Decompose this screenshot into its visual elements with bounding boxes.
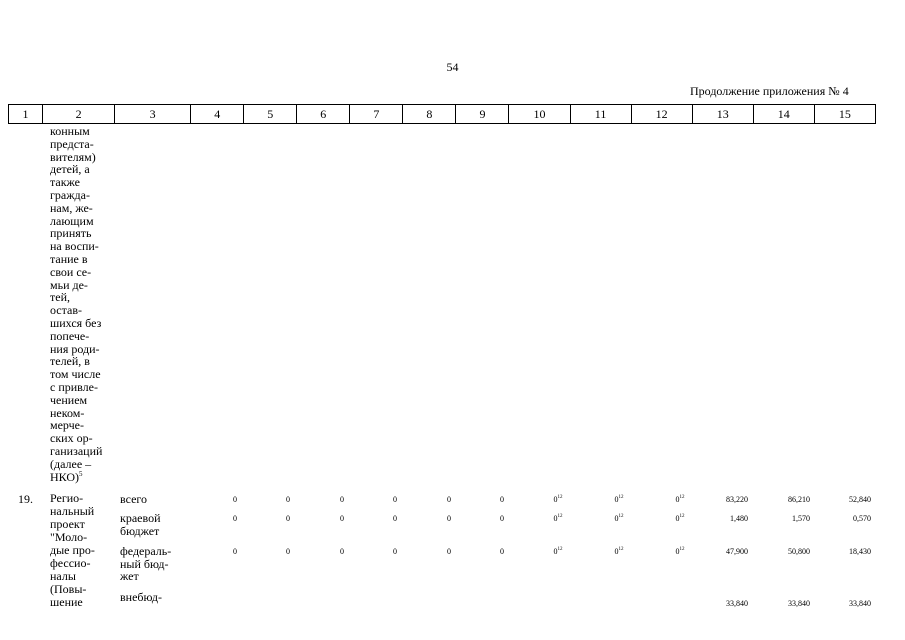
description-line: предста- — [50, 136, 94, 151]
row-name-line: налы — [50, 569, 76, 583]
header-col-7: 7 — [350, 105, 403, 124]
value-text: 0 — [675, 495, 680, 504]
value-cell: 0 — [500, 547, 504, 556]
value-cell: 0 — [393, 495, 397, 504]
description-line: остав- — [50, 303, 83, 318]
value-text: 0 — [553, 495, 558, 504]
footnote-marker: 12 — [679, 547, 685, 552]
value-cell: 0 — [340, 514, 344, 523]
funding-source-label — [120, 493, 147, 506]
description-line: попече- — [50, 328, 90, 343]
header-col-13: 13 — [692, 105, 753, 124]
value-text: 0 — [614, 547, 619, 556]
description-line: тание в — [50, 251, 88, 266]
amount-cell: 1,480 — [730, 514, 748, 523]
value-cell: 0 — [500, 514, 504, 523]
value-cell-footnoted — [615, 547, 624, 557]
footnote-marker: 12 — [618, 514, 624, 519]
header-col-11: 11 — [570, 105, 631, 124]
description-line: нам, же- — [50, 200, 93, 215]
header-col-14: 14 — [753, 105, 814, 124]
funding-source-line: жет — [120, 569, 139, 583]
header-col-9: 9 — [456, 105, 509, 124]
header-col-12: 12 — [631, 105, 692, 124]
value-cell-footnoted — [676, 495, 685, 505]
value-text: 0 — [553, 514, 558, 523]
description-line: неком- — [50, 405, 85, 420]
description-line: ния роди- — [50, 341, 100, 356]
description-line: тей, — [50, 290, 70, 305]
amount-cell: 52,840 — [849, 495, 871, 504]
footnote-marker: 12 — [679, 514, 685, 519]
value-cell: 0 — [393, 547, 397, 556]
row-name-line: дые про- — [50, 543, 95, 557]
header-col-8: 8 — [403, 105, 456, 124]
value-text: 0 — [614, 495, 619, 504]
description-line: свои се- — [50, 264, 92, 279]
amount-cell: 33,840 — [849, 599, 871, 608]
description-line: чением — [50, 392, 88, 407]
row-name-line: фессио- — [50, 556, 91, 570]
value-cell: 0 — [447, 547, 451, 556]
header-col-1: 1 — [9, 105, 43, 124]
amount-cell: 47,900 — [726, 547, 748, 556]
row-name-line: шение — [50, 595, 83, 609]
description-line: принять — [50, 226, 92, 241]
description-line: (далее – — [50, 456, 92, 471]
amount-cell: 33,840 — [726, 599, 748, 608]
amount-cell: 33,840 — [788, 599, 810, 608]
value-cell-footnoted — [554, 514, 563, 524]
value-cell-footnoted — [615, 495, 624, 505]
row-name-line: "Моло- — [50, 530, 88, 544]
description-line: конным — [50, 124, 90, 138]
row-name-line: нальный — [50, 504, 95, 518]
description-last-line: НКО) — [50, 469, 80, 484]
funding-source-label — [120, 591, 162, 604]
value-cell: 0 — [286, 547, 290, 556]
value-cell: 0 — [393, 514, 397, 523]
funding-source-line: всего — [120, 492, 148, 506]
value-text: 0 — [675, 514, 680, 523]
description-line: телей, в — [50, 354, 90, 369]
amount-cell: 50,800 — [788, 547, 810, 556]
value-cell: 0 — [500, 495, 504, 504]
description-line: также — [50, 175, 81, 190]
value-cell: 0 — [447, 514, 451, 523]
value-cell: 0 — [340, 547, 344, 556]
value-cell: 0 — [233, 514, 237, 523]
description-line: ских ор- — [50, 431, 93, 446]
footnote-marker: 12 — [557, 514, 563, 519]
row-name-line: проект — [50, 517, 85, 531]
header-col-5: 5 — [244, 105, 297, 124]
footnote-marker: 12 — [679, 495, 685, 500]
funding-source-line: федераль- — [120, 544, 172, 558]
value-cell-footnoted — [615, 514, 624, 524]
appendix-label: Продолжение приложения № 4 — [690, 84, 849, 98]
row-name-line: Регио- — [50, 491, 84, 505]
amount-cell: 0,570 — [853, 514, 871, 523]
value-cell-footnoted — [676, 547, 685, 557]
header-col-6: 6 — [297, 105, 350, 124]
value-cell: 0 — [286, 495, 290, 504]
header-col-2: 2 — [43, 105, 115, 124]
column-number-header — [8, 104, 876, 124]
amount-cell: 86,210 — [788, 495, 810, 504]
description-line: на воспи- — [50, 239, 99, 254]
footnote-marker: 12 — [618, 547, 624, 552]
description-line: лающим — [50, 213, 94, 228]
value-cell-footnoted — [676, 514, 685, 524]
description-line: мьи де- — [50, 277, 88, 292]
description-line: мерче- — [50, 418, 84, 433]
header-col-4: 4 — [191, 105, 244, 124]
value-cell: 0 — [233, 547, 237, 556]
funding-source-label — [120, 545, 171, 583]
value-cell: 0 — [233, 495, 237, 504]
value-cell-footnoted — [554, 495, 563, 505]
row-name-line: (Повы- — [50, 582, 87, 596]
funding-source-line: внебюд- — [120, 590, 162, 604]
value-text: 0 — [614, 514, 619, 523]
footnote-marker: 12 — [557, 547, 563, 552]
row-number: 19. — [18, 492, 33, 506]
description-line — [50, 471, 112, 484]
description-line: детей, а — [50, 162, 90, 177]
value-text: 0 — [675, 547, 680, 556]
header-col-15: 15 — [814, 105, 875, 124]
value-cell: 0 — [286, 514, 290, 523]
footnote-marker: 12 — [618, 495, 624, 500]
continued-description — [50, 125, 112, 483]
amount-cell: 18,430 — [849, 547, 871, 556]
description-line: ганизаций — [50, 443, 103, 458]
value-cell: 0 — [447, 495, 451, 504]
value-cell: 0 — [340, 495, 344, 504]
description-line: вителям) — [50, 149, 96, 164]
header-col-3: 3 — [115, 105, 191, 124]
amount-cell: 1,570 — [792, 514, 810, 523]
description-line: том числе — [50, 367, 101, 382]
funding-source-label — [120, 512, 161, 537]
description-line: шихся без — [50, 315, 102, 330]
page-number: 54 — [446, 60, 459, 74]
header-col-10: 10 — [509, 105, 570, 124]
footnote-marker: 5 — [79, 469, 83, 478]
amount-cell: 83,220 — [726, 495, 748, 504]
funding-source-line: бюджет — [120, 523, 160, 538]
funding-source-line: краевой — [120, 511, 161, 525]
row-name — [50, 492, 112, 609]
funding-source-line: ный бюд- — [120, 556, 169, 571]
value-cell-footnoted — [554, 547, 563, 557]
value-text: 0 — [553, 547, 558, 556]
description-line: с привле- — [50, 379, 98, 394]
description-line: гражда- — [50, 187, 90, 202]
footnote-marker: 12 — [557, 495, 563, 500]
